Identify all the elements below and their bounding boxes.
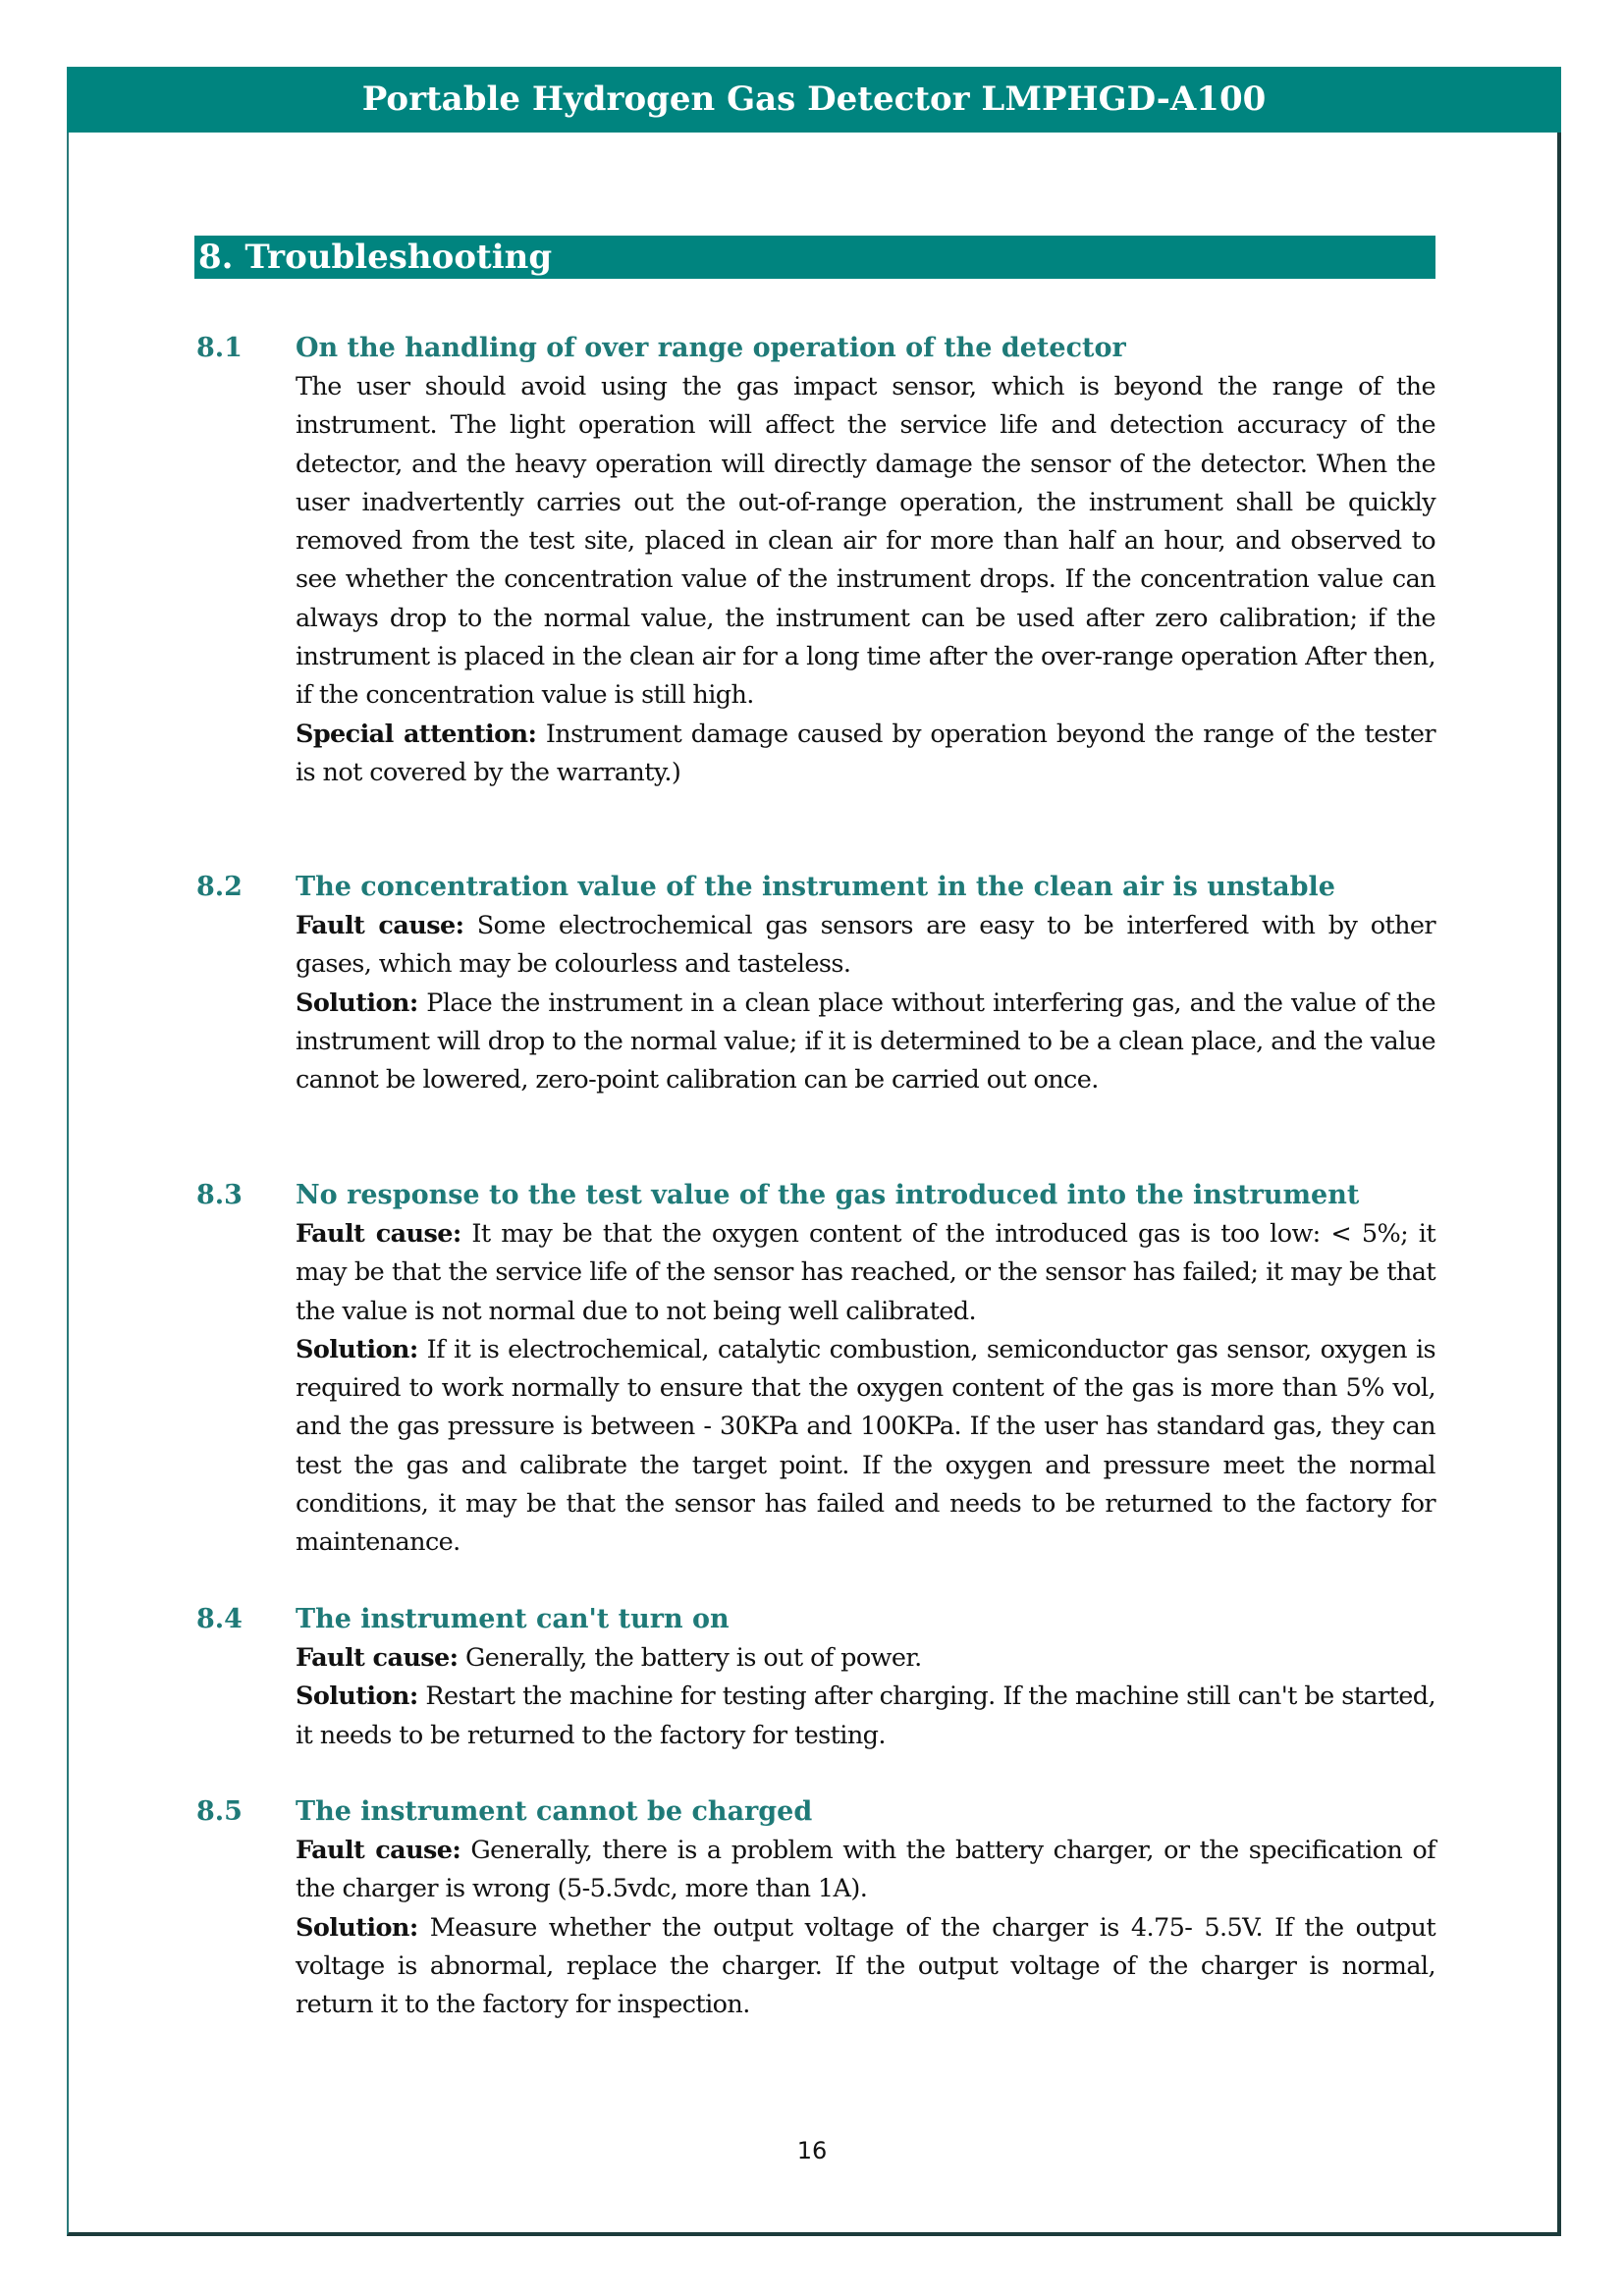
subsection-number: 8.1 bbox=[196, 333, 243, 363]
paragraph-label: Fault cause: bbox=[296, 911, 464, 940]
paragraph-label: Solution: bbox=[296, 988, 418, 1018]
paragraph: Solution: Place the instrument in a clean place without interfering gas, and the value of the instrument will drop to the normal value; if it is determined to be a clean place, and the value cannot be lowered, zero-point calibration can be carried out once. bbox=[296, 988, 1435, 1095]
paragraph: Solution: Restart the machine for testing after charging. If the machine still can't be started, it needs to be returned to the factory for testing. bbox=[296, 1682, 1435, 1750]
paragraph-label: Solution: bbox=[296, 1334, 418, 1364]
paragraph: Fault cause: Generally, the battery is out of power. bbox=[296, 1643, 922, 1673]
subsection-title: The concentration value of the instrument in the clean air is unstable bbox=[296, 872, 1335, 902]
paragraph: Special attention: Instrument damage caused by operation beyond the range of the tester is not covered by the warranty.) bbox=[296, 719, 1435, 787]
subsection-8-1 bbox=[196, 329, 1435, 792]
subsection-8-5 bbox=[196, 1792, 1435, 2024]
paragraph: Fault cause: Generally, there is a problem with the battery charger, or the specification of the charger is wrong (5-5.5vdc, more than 1A). bbox=[296, 1836, 1435, 1904]
paragraph-label: Fault cause: bbox=[296, 1836, 461, 1865]
paragraph: The user should avoid using the gas impact sensor, which is beyond the range of the instrument. The light operation will affect the service life and detection accuracy of the detector, and the heavy operation will directly damage the sensor of the detector. When the user inadvertently carries out the out-of-range operation, the instrument shall be quickly removed from the test site, placed in clean air for more than half an hour, and observed to see whether the concentration value of the instrument drops. If the concentration value can always drop to the normal value, the instrument can be used after zero calibration; if the instrument is placed in the clean air for a long time after the over-range operation After then, if the concentration value is still high. bbox=[296, 372, 1435, 711]
subsection-number: 8.3 bbox=[196, 1180, 243, 1210]
paragraph-label: Special attention: bbox=[296, 719, 537, 749]
subsection-title: The instrument can't turn on bbox=[296, 1604, 730, 1634]
subsection-title: On the handling of over range operation of the detector bbox=[296, 333, 1126, 363]
paragraph: Fault cause: Some electrochemical gas sensors are easy to be interfered with by other gases, which may be colourless and tasteless. bbox=[296, 911, 1435, 980]
subsection-number: 8.2 bbox=[196, 872, 243, 902]
subsection-title: The instrument cannot be charged bbox=[296, 1796, 813, 1827]
paragraph: Solution: Measure whether the output voltage of the charger is 4.75- 5.5V. If the output voltage is abnormal, replace the charger. If the output voltage of the charger is normal, return it to the factory for inspection. bbox=[296, 1912, 1435, 2020]
document-header-title: Portable Hydrogen Gas Detector LMPHGD-A100 bbox=[67, 67, 1561, 133]
paragraph-label: Solution: bbox=[296, 1912, 418, 1943]
subsection-8-4 bbox=[196, 1600, 1435, 1755]
subsection-8-2 bbox=[196, 868, 1435, 1099]
subsection-8-3 bbox=[196, 1176, 1435, 1563]
subsection-number: 8.4 bbox=[196, 1604, 243, 1634]
subsection-title: No response to the test value of the gas introduced into the instrument bbox=[296, 1180, 1360, 1210]
paragraph: Fault cause: It may be that the oxygen content of the introduced gas is too low: < 5%; it may be that the service life of the sensor has reached, or the sensor has failed; it may be that the value is not normal due to not being well calibrated. bbox=[296, 1219, 1435, 1326]
page-number: 16 bbox=[796, 2137, 828, 2164]
subsection-number: 8.5 bbox=[196, 1796, 243, 1827]
paragraph-label: Fault cause: bbox=[296, 1219, 461, 1249]
section-title: 8. Troubleshooting bbox=[194, 236, 1435, 279]
paragraph-label: Fault cause: bbox=[296, 1643, 459, 1673]
paragraph-label: Solution: bbox=[296, 1682, 418, 1712]
paragraph: Solution: If it is electrochemical, catalytic combustion, semiconductor gas sensor, oxygen is required to work normally to ensure that the oxygen content of the gas is more than 5% vol, and the gas pressure is between - 30KPa and 100KPa. If the user has standard gas, they can test the gas and calibrate the target point. If the oxygen and pressure meet the normal conditions, it may be that the sensor has failed and needs to be returned to the factory for maintenance. bbox=[296, 1334, 1435, 1558]
